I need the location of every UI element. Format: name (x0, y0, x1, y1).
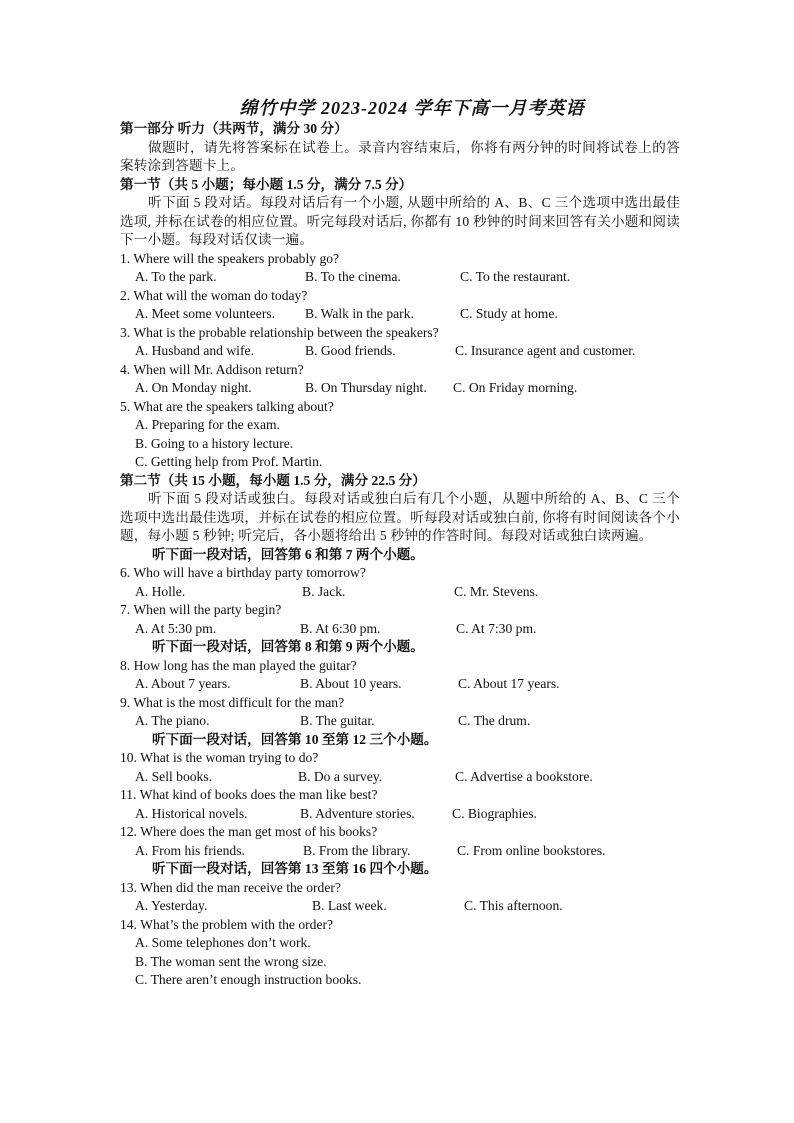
question-13: 13. When did the man receive the order? (120, 879, 341, 895)
option-c: C. There aren’t enough instruction books. (135, 972, 362, 987)
option-a: A. About 7 years. (135, 676, 231, 691)
section1-heading: 第一节（共 5 小题；每小题 1.5 分，满分 7.5 分） (120, 176, 413, 192)
option-b: B. To the cinema. (305, 269, 401, 284)
option-b: B. About 10 years. (300, 676, 402, 691)
option-a: A. From his friends. (135, 842, 245, 858)
subsection-instruction: 听下面一段对话，回答第 10 至第 12 三个小题。 (152, 731, 438, 747)
option-c: C. About 17 years. (458, 676, 560, 691)
question-4: 4. When will Mr. Addison return? (120, 361, 304, 377)
question-13-options (120, 897, 680, 916)
question-2: 2. What will the woman do today? (120, 287, 308, 303)
question-12-options (120, 842, 680, 861)
option-b: B. From the library. (303, 842, 411, 858)
page-title: 绵竹中学 2023-2024 学年下高一月考英语 (239, 98, 585, 118)
question-2-options (120, 305, 680, 324)
question-7: 7. When will the party begin? (120, 602, 282, 617)
option-b: B. At 6:30 pm. (300, 620, 381, 636)
section2-intro: 听下面 5 段对话或独白。每段对话或独白后有几个小题，从题中所给的 A、B、C 三个选项中选出最佳选项，并标在试卷的相应位置。听每段对话或独白前, 你将有时间阅读各个小题，每小题 5 秒钟; 听完后，各小题将给出 5 秒钟的作答时间。每段对话或独白读两遍。 (120, 491, 680, 543)
option-c: C. Insurance agent and customer. (455, 343, 636, 358)
option-b: B. Last week. (312, 898, 387, 913)
option-c: C. The drum. (458, 713, 531, 728)
subsection-instruction: 听下面一段对话，回答第 8 和第 9 两个小题。 (152, 639, 424, 654)
option-a: A. Yesterday. (135, 898, 208, 913)
option-a: A. At 5:30 pm. (135, 620, 217, 636)
question-5: 5. What are the speakers talking about? (120, 398, 334, 414)
question-10-options (120, 768, 680, 787)
part1-heading: 第一部分 听力（共两节，满分 30 分） (120, 121, 348, 136)
option-c: C. To the restaurant. (460, 269, 571, 284)
option-c: C. This afternoon. (464, 898, 563, 913)
subsection-instruction: 听下面一段对话，回答第 13 至第 16 四个小题。 (152, 861, 438, 876)
part1-intro: 做题时，请先将答案标在试卷上。录音内容结束后，你将有两分钟的时间将试卷上的答案转涂到答题卡上。 (120, 139, 680, 173)
question-11: 11. What kind of books does the man like best? (120, 787, 378, 802)
option-c: C. Biographies. (452, 805, 537, 821)
option-c: C. On Friday morning. (453, 380, 578, 395)
option-c: C. Advertise a bookstore. (455, 768, 593, 784)
option-b: B. Good friends. (305, 343, 396, 358)
question-8-options (120, 675, 680, 694)
option-a: A. Some telephones don’t work. (135, 935, 311, 950)
option-a: A. Holle. (135, 583, 186, 599)
option-c: C. From online bookstores. (457, 842, 606, 858)
question-7-options (120, 620, 680, 639)
option-a: A. On Monday night. (135, 380, 252, 395)
option-a: A. To the park. (135, 269, 217, 284)
option-a: A. Husband and wife. (135, 343, 254, 358)
question-6-options (120, 583, 680, 602)
question-3-options (120, 342, 680, 361)
option-a: A. Historical novels. (135, 805, 248, 821)
option-b: B. The guitar. (300, 713, 375, 728)
option-b: B. Jack. (302, 583, 346, 599)
option-b: B. Walk in the park. (305, 306, 414, 321)
option-a: A. Sell books. (135, 768, 213, 784)
option-b: B. The woman sent the wrong size. (135, 953, 327, 969)
option-c: C. Mr. Stevens. (454, 583, 539, 599)
question-11-options (120, 805, 680, 824)
option-b: B. Do a survey. (298, 768, 383, 784)
question-4-options (120, 379, 680, 398)
question-3: 3. What is the probable relationship between the speakers? (120, 324, 439, 340)
option-c: C. Getting help from Prof. Martin. (135, 454, 323, 469)
option-a: A. The piano. (135, 713, 210, 728)
question-9-options (120, 712, 680, 731)
question-1-options (120, 268, 680, 287)
section2-heading: 第二节（共 15 小题，每小题 1.5 分，满分 22.5 分） (120, 472, 426, 488)
question-6: 6. Who will have a birthday party tomorrow? (120, 565, 366, 580)
question-14: 14. What’s the problem with the order? (120, 916, 334, 932)
question-8: 8. How long has the man played the guitar? (120, 657, 357, 673)
option-a: A. Preparing for the exam. (135, 417, 280, 432)
question-10: 10. What is the woman trying to do? (120, 750, 319, 765)
option-b: B. Going to a history lecture. (135, 435, 294, 451)
option-a: A. Meet some volunteers. (135, 306, 276, 321)
question-12: 12. Where does the man get most of his books? (120, 824, 378, 839)
option-c: C. Study at home. (460, 306, 558, 321)
question-1: 1. Where will the speakers probably go? (120, 250, 340, 266)
question-9: 9. What is the most difficult for the man? (120, 694, 345, 710)
option-b: B. Adventure stories. (300, 805, 415, 821)
option-b: B. On Thursday night. (305, 380, 427, 395)
option-c: C. At 7:30 pm. (456, 620, 537, 636)
section1-intro: 听下面 5 段对话。每段对话后有一个小题, 从题中所给的 A、B、C 三个选项中选出最佳选项, 并标在试卷的相应位置。听完每段对话后, 你都有 10 秒钟的时间来回答有关小题和阅读下一小题。每段对话仅读一遍。 (120, 195, 680, 247)
exam-page (120, 96, 680, 990)
subsection-instruction: 听下面一段对话，回答第 6 和第 7 两个小题。 (152, 546, 424, 562)
